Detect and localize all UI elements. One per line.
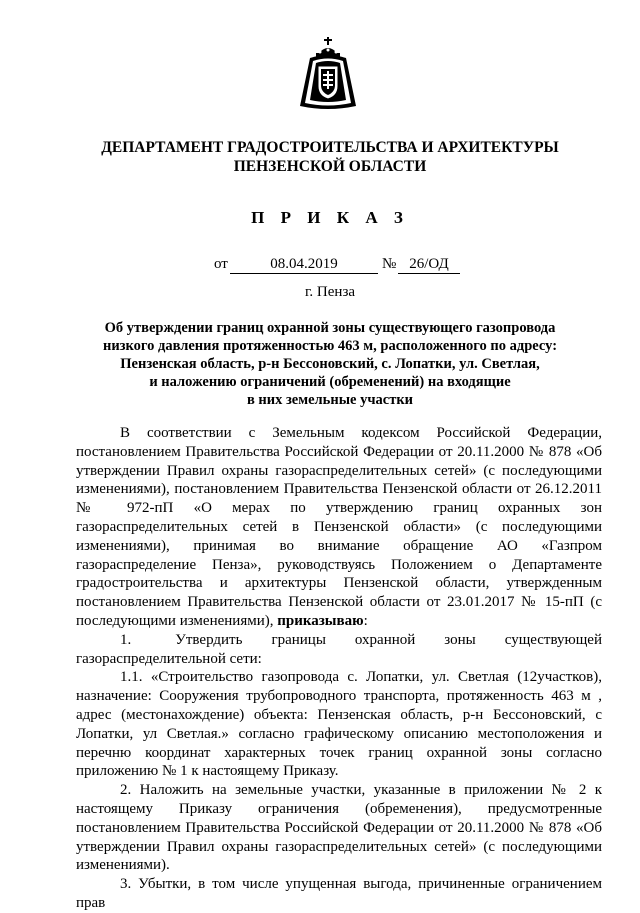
order-body xyxy=(76,424,602,913)
preamble-paragraph xyxy=(76,424,602,631)
item-1-number: 1. xyxy=(120,631,132,648)
preamble-colon: : xyxy=(363,612,368,629)
heading-line: низкого давления протяженностью 463 м, расположенного по адресу: xyxy=(102,338,558,354)
department-line-1: ДЕПАРТАМЕНТ ГРАДОСТРОИТЕЛЬСТВА И АРХИТЕКТУРЫ xyxy=(101,139,559,156)
order-meta xyxy=(0,256,640,276)
preamble-text: В соответствии с Земельным кодексом Российской Федерации, постановлением Правительства Российской Федерации от 20.11.2000 № 878 «Об утверждении Правил охраны газораспределительных сетей» (с последующими изменениями), постановлением Правительства Пензенской области от 26.12.2011 № 972-пП «О мерах по утверждению границ охранных зон газораспределительных сетей в Пензенской области» (с последующими изменениями), принимая во внимание обращение АО «Газпром газораспределение Пенза», руководствуясь Положением о Департаменте градостроительства и архитектуры Пензенской области, утвержденным постановлением Правительства Пензенской области от 23.01.2017 № 15-пП (с последующими изменениями), xyxy=(76,425,602,629)
heading-line: Об утверждении границ охранной зоны существующего газопровода xyxy=(104,320,556,336)
heading-line: в них земельные участки xyxy=(246,392,414,408)
department-line-2: ПЕНЗЕНСКОЙ ОБЛАСТИ xyxy=(233,158,427,175)
date-prefix: от xyxy=(214,256,228,272)
order-title: П Р И К А З xyxy=(251,208,409,227)
coat-of-arms-icon xyxy=(296,36,360,112)
order-verb: приказываю xyxy=(277,612,364,629)
item-3: 3. Убытки, в том числе упущенная выгода, причиненные ограничением прав xyxy=(76,876,602,911)
order-number: 26/ОД xyxy=(398,256,460,274)
order-date: 08.04.2019 xyxy=(230,256,378,274)
number-prefix: № xyxy=(382,256,397,272)
item-1-text: Утвердить границы охранной зоны существующей газораспределительной сети: xyxy=(76,631,602,667)
heading-line: Пензенская область, р-н Бессоновский, с. Лопатки, ул. Светлая, xyxy=(120,356,540,372)
order-heading xyxy=(70,319,590,409)
item-2: 2. Наложить на земельные участки, указанные в приложении № 2 к настоящему Приказу ограничения (обременения), предусмотренные постановлением Правительства Российской Федерации от 20.11.2000 № 878 «Об утверждении Правил охраны газораспределительных сетей» (с последующими изменениями). xyxy=(76,782,602,874)
city: г. Пенза xyxy=(304,284,356,300)
heading-line: и наложению ограничений (обременений) на входящие xyxy=(149,374,511,390)
item-1-1: 1.1. «Строительство газопровода с. Лопатки, ул. Светлая (12участков), назначение: Сооружения трубопроводного транспорта, протяженность 463 м , адрес (местонахождение) объекта: Пензенская область, р-н Бессоновский, с Лопатки, ул Светлая.» согласно графическому описанию местоположения и перечню координат характерных точек границ охранной зоны согласно приложению № 1 к настоящему Приказу. xyxy=(76,669,602,780)
department-name xyxy=(60,138,600,176)
item-1 xyxy=(76,631,602,669)
